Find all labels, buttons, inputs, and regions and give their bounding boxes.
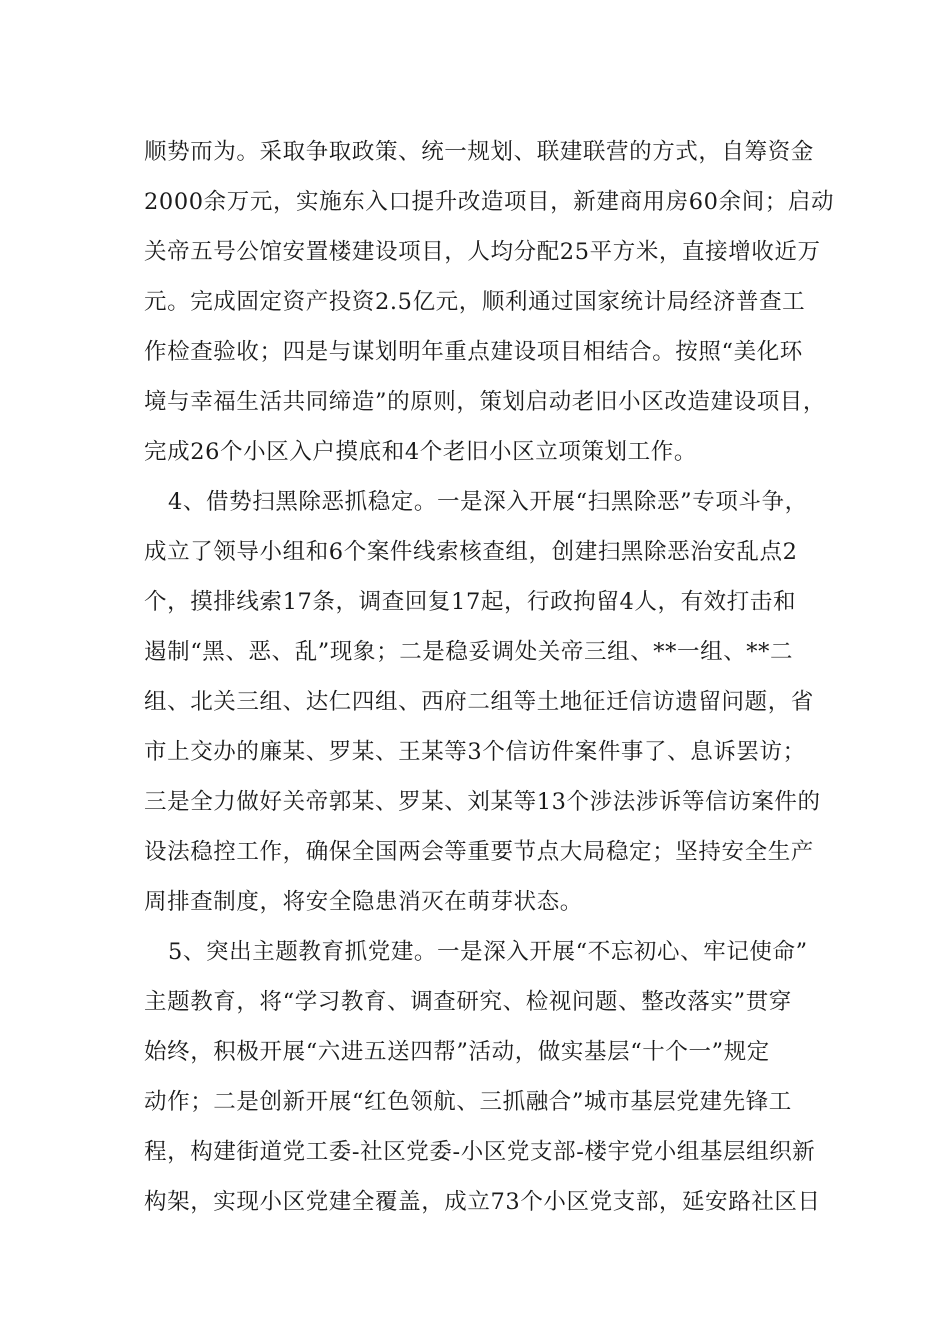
- text-line: 组、北关三组、达仁四组、西府二组等土地征迁信访遗留问题，省: [144, 689, 814, 715]
- text-line: 程，构建街道党工委-社区党委-小区党支部-楼宇党小组基层组织新: [144, 1139, 816, 1165]
- text-line: 遏制“黑、恶、乱”现象；二是稳妥调处关帝三组、**一组、**二: [144, 639, 794, 665]
- text-line: 三是全力做好关帝郭某、罗某、刘某等13个涉法涉诉等信访案件的: [144, 789, 821, 815]
- text-line: 市上交办的廉某、罗某、王某等3个信访件案件事了、息诉罢访；: [144, 739, 806, 765]
- text-line: 完成26个小区入户摸底和4个老旧小区立项策划工作。: [144, 439, 697, 465]
- text-line: 2000余万元，实施东入口提升改造项目，新建商用房60余间；启动: [144, 189, 835, 215]
- text-line: 作检查验收；四是与谋划明年重点建设项目相结合。按照“美化环: [144, 339, 803, 365]
- text-line: 成立了领导小组和6个案件线索核查组，创建扫黑除恶治安乱点2: [144, 539, 798, 565]
- text-line: 个，摸排线索17条，调查回复17起，行政拘留4人，有效打击和: [144, 589, 797, 615]
- text-line: 关帝五号公馆安置楼建设项目，人均分配25平方米，直接增收近万: [144, 239, 821, 265]
- text-line: 构架，实现小区党建全覆盖，成立73个小区党支部，延安路社区日: [144, 1189, 821, 1215]
- text-line: 始终，积极开展“六进五送四帮”活动，做实基层“十个一”规定: [144, 1039, 770, 1065]
- text-line: 境与幸福生活共同缔造”的原则，策划启动老旧小区改造建设项目，: [144, 389, 827, 415]
- section-5-heading-line: 5、突出主题教育抓党建。一是深入开展“不忘初心、牢记使命”: [168, 939, 808, 965]
- text-line: 周排查制度，将安全隐患消灭在萌芽状态。: [144, 889, 583, 915]
- text-line: 主题教育，将“学习教育、调查研究、检视问题、整改落实”贯穿: [144, 989, 792, 1015]
- text-line: 设法稳控工作，确保全国两会等重要节点大局稳定；坚持安全生产: [144, 839, 814, 865]
- text-line: 动作；二是创新开展“红色领航、三抓融合”城市基层党建先锋工: [144, 1089, 792, 1115]
- section-4-heading-line: 4、借势扫黑除恶抓稳定。一是深入开展“扫黑除恶”专项斗争，: [168, 489, 808, 515]
- text-line: 顺势而为。采取争取政策、统一规划、联建联营的方式，自筹资金: [144, 139, 814, 165]
- text-line: 元。完成固定资产投资2.5亿元，顺利通过国家统计局经济普查工: [144, 289, 806, 315]
